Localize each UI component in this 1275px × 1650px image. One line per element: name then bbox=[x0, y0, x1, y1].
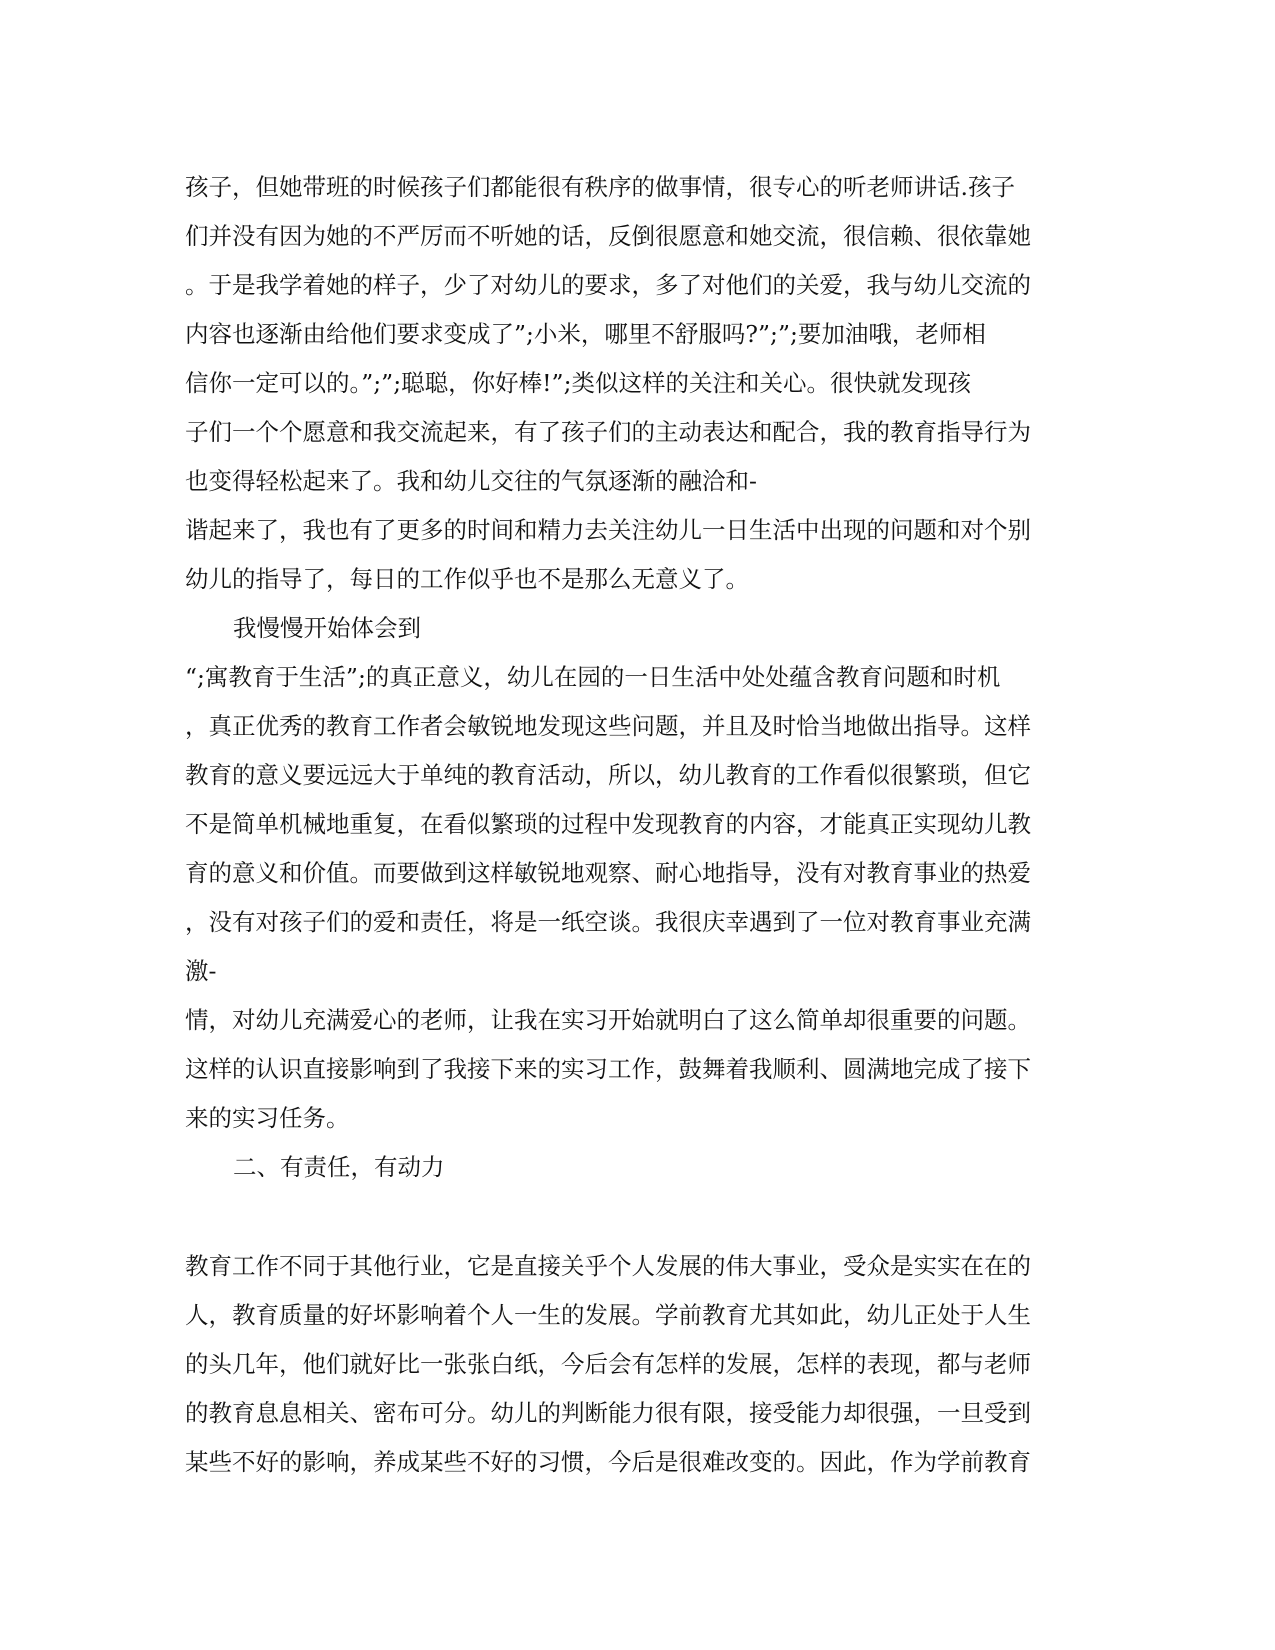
text-line: 谐起来了，我也有了更多的时间和精力去关注幼儿一日生活中出现的问题和对个别 bbox=[185, 516, 1031, 544]
body-text bbox=[185, 163, 1090, 1487]
text-line: 育的意义和价值。而要做到这样敏锐地观察、耐心地指导，没有对教育事业的热爱 bbox=[185, 859, 1031, 887]
blank-line bbox=[185, 1192, 1090, 1242]
text-line: 的头几年，他们就好比一张张白纸，今后会有怎样的发展，怎样的表现，都与老师 bbox=[185, 1350, 1031, 1378]
text-line: 子们一个个愿意和我交流起来，有了孩子们的主动表达和配合，我的教育指导行为 bbox=[185, 418, 1031, 446]
text-line: 不是简单机械地重复，在看似繁琐的过程中发现教育的内容，才能真正实现幼儿教 bbox=[185, 810, 1031, 838]
text-line: 的教育息息相关、密布可分。幼儿的判断能力很有限，接受能力却很强，一旦受到 bbox=[185, 1399, 1031, 1427]
text-line: “;寓教育于生活”;的真正意义，幼儿在园的一日生活中处处蕴含教育问题和时机 bbox=[185, 663, 1001, 691]
text-line: 孩子，但她带班的时候孩子们都能很有秩序的做事情，很专心的听老师讲话.孩子 bbox=[185, 173, 1015, 201]
text-line: 这样的认识直接影响到了我接下来的实习工作，鼓舞着我顺利、圆满地完成了接下 bbox=[185, 1055, 1031, 1083]
paragraph-start-line: 我慢慢开始体会到 bbox=[233, 614, 421, 642]
text-line: 来的实习任务。 bbox=[185, 1104, 350, 1132]
text-line: 教育工作不同于其他行业，它是直接关乎个人发展的伟大事业，受众是实实在在的 bbox=[185, 1252, 1031, 1280]
text-line: 人，教育质量的好坏影响着个人一生的发展。学前教育尤其如此，幼儿正处于人生 bbox=[185, 1301, 1031, 1329]
text-line: 某些不好的影响，养成某些不好的习惯，今后是很难改变的。因此，作为学前教育 bbox=[185, 1448, 1031, 1476]
section-heading: 二、有责任，有动力 bbox=[233, 1153, 445, 1181]
text-line: 。于是我学着她的样子，少了对幼儿的要求，多了对他们的关爱，我与幼儿交流的 bbox=[185, 271, 1031, 299]
text-line: 内容也逐渐由给他们要求变成了”;小米，哪里不舒服吗?”;”;要加油哦，老师相 bbox=[185, 320, 986, 348]
text-line: ，没有对孩子们的爱和责任，将是一纸空谈。我很庆幸遇到了一位对教育事业充满 bbox=[185, 908, 1031, 936]
text-line: 激- bbox=[185, 957, 217, 985]
text-line: 教育的意义要远远大于单纯的教育活动，所以，幼儿教育的工作看似很繁琐，但它 bbox=[185, 761, 1031, 789]
text-line: ，真正优秀的教育工作者会敏锐地发现这些问题，并且及时恰当地做出指导。这样 bbox=[185, 712, 1031, 740]
text-line: 们并没有因为她的不严厉而不听她的话，反倒很愿意和她交流，很信赖、很依靠她 bbox=[185, 222, 1031, 250]
text-line: 信你一定可以的。”;”;聪聪，你好棒!”;类似这样的关注和关心。很快就发现孩 bbox=[185, 369, 971, 397]
text-line: 幼儿的指导了，每日的工作似乎也不是那么无意义了。 bbox=[185, 565, 749, 593]
text-line: 情，对幼儿充满爱心的老师，让我在实习开始就明白了这么简单却很重要的问题。 bbox=[185, 1006, 1031, 1034]
text-line: 也变得轻松起来了。我和幼儿交往的气氛逐渐的融洽和- bbox=[185, 467, 757, 495]
